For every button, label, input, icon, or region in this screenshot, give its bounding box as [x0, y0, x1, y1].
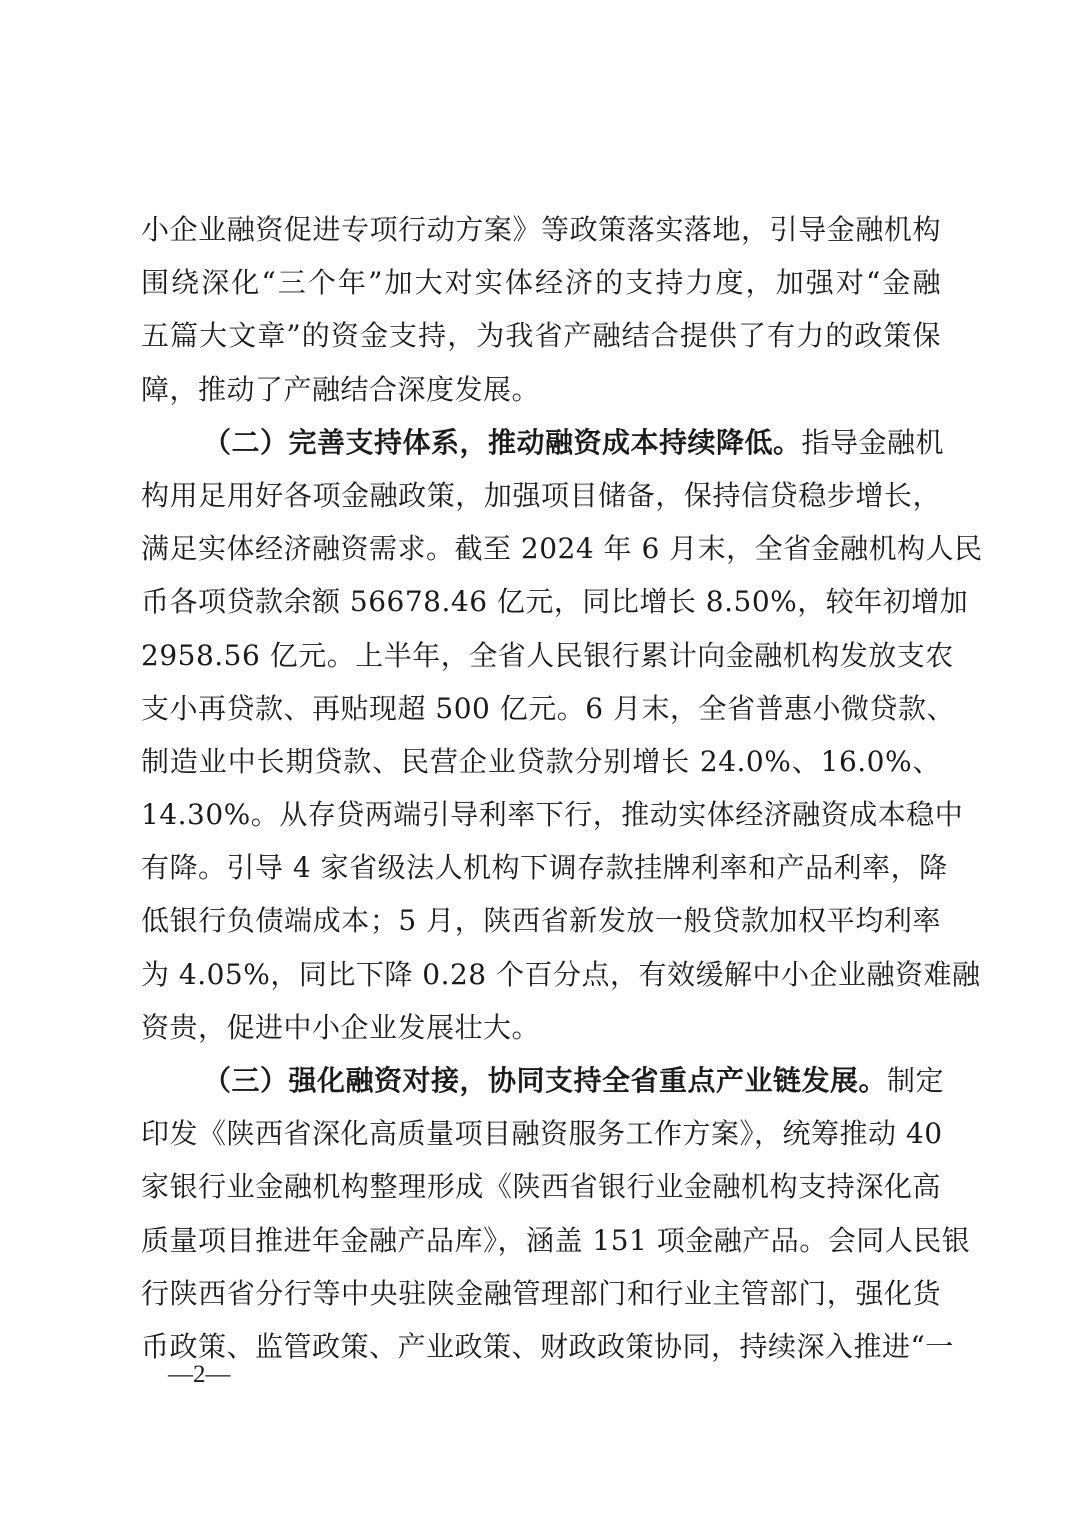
text-line: 质量项目推进年金融产品库》，涵盖 151 项金融产品。会同人民银: [141, 1223, 971, 1257]
text-line: 2958.56 亿元。上半年，全省人民银行累计向金融机构发放支农: [141, 638, 954, 672]
text-line: [141, 1054, 945, 1107]
text-line: 构用足用好各项金融政策，加强项目储备，保持信贷稳步增长，: [141, 478, 941, 512]
text-line: 五篇大文章”的资金支持，为我省产融结合提供了有力的政策保: [141, 319, 941, 353]
text-line: 行陕西省分行等中央驻陕金融管理部门和行业主管部门，强化货: [141, 1276, 941, 1310]
text-line: [141, 416, 945, 469]
text-line: 印发《陕西省深化高质量项目融资服务工作方案》，统筹推动 40: [141, 1117, 943, 1151]
section-heading: （二）完善支持体系，推动融资成本持续降低。: [203, 425, 802, 459]
text-line: 满足实体经济融资需求。截至 2024 年 6 月末，全省金融机构人民: [141, 532, 983, 566]
text-line: 14.30%。从存贷两端引导利率下行，推动实体经济融资成本稳中: [141, 798, 964, 832]
text-line: 资贵，促进中小企业发展壮大。: [141, 1010, 541, 1044]
heading-line-rest: 制定: [887, 1064, 945, 1097]
paragraph-financing-cost: [141, 416, 983, 1054]
text-line: 有降。引导 4 家省级法人机构下调存款挂牌利率和产品利率，降: [141, 851, 948, 885]
text-line: 为 4.05%，同比下降 0.28 个百分点，有效缓解中小企业融资难融: [141, 957, 981, 991]
paragraph-financing-docking: [141, 1054, 971, 1373]
text-line: 障，推动了产融结合深度发展。: [141, 372, 541, 406]
paragraph-continuation: [141, 203, 941, 416]
heading-line-rest: 指导金融机: [801, 425, 945, 459]
text-line: 家银行业金融机构整理形成《陕西省银行业金融机构支持深化高: [141, 1170, 941, 1204]
text-line: 制造业中长期贷款、民营企业贷款分别增长 24.0%、16.0%、: [141, 744, 941, 778]
text-line: 围绕深化“三个年”加大对实体经济的支持力度，加强对“金融: [141, 266, 941, 300]
text-line: 支小再贷款、再贴现超 500 亿元。6 月末，全省普惠小微贷款、: [141, 691, 955, 725]
text-line: 币各项贷款余额 56678.46 亿元，同比增长 8.50%，较年初增加: [141, 585, 969, 619]
document-body: [141, 203, 983, 1373]
page-number: —2—: [168, 1361, 231, 1388]
text-line: 币政策、监管政策、产业政策、财政政策协同，持续深入推进“一: [141, 1329, 954, 1363]
text-line: 小企业融资促进专项行动方案》等政策落实落地，引导金融机构: [141, 213, 941, 246]
text-line: 低银行负债端成本；5 月，陕西省新发放一般贷款加权平均利率: [141, 904, 941, 938]
section-heading: （三）强化融资对接，协同支持全省重点产业链发展。: [203, 1064, 888, 1097]
